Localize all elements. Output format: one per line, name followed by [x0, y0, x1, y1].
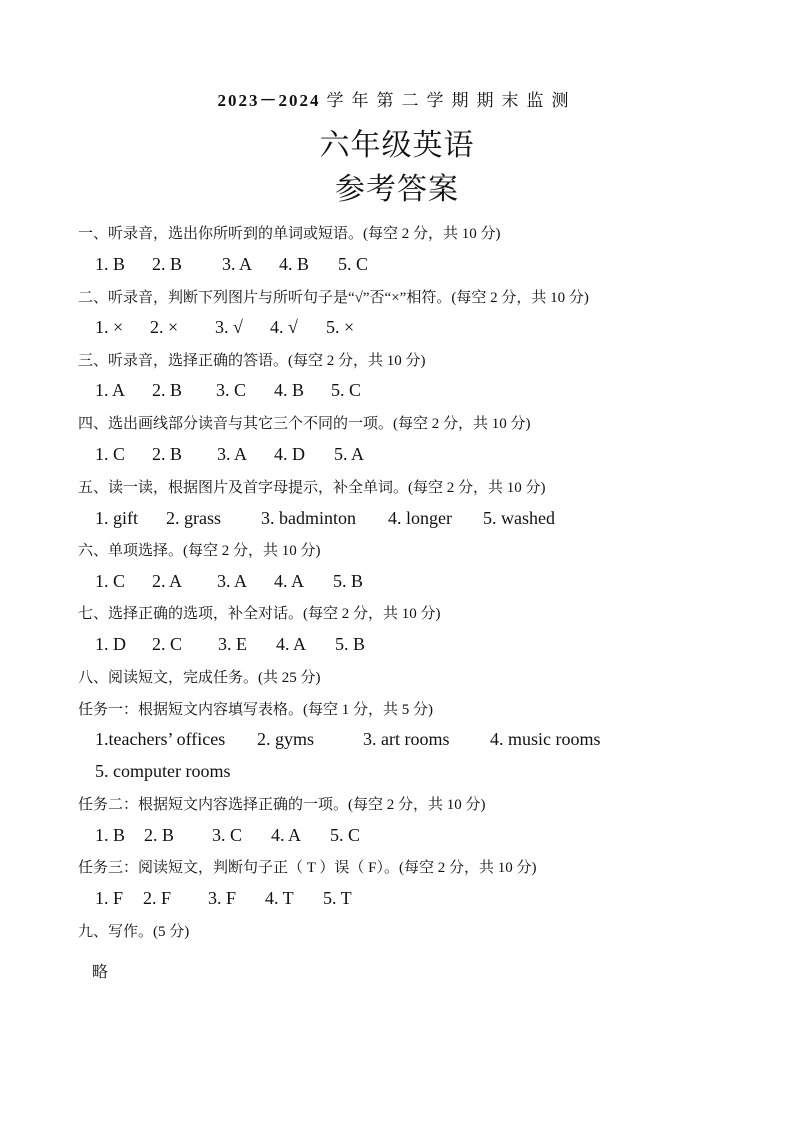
answer-item: 3. A — [217, 444, 248, 464]
answer-item: 5. B — [333, 571, 364, 591]
task-3-heading: 任务三：阅读短文，判断句子正（ T ）误（ F）。(每空 2 分，共 10 分) — [78, 860, 537, 876]
answer-item: 4. B — [279, 254, 310, 274]
answer-item: 1. F — [95, 888, 124, 908]
section-4-answers — [95, 444, 364, 465]
answer-item: 2. B — [152, 380, 183, 400]
section-7-answers — [95, 634, 365, 655]
answer-item: 2. × — [150, 317, 179, 337]
answer-item: 4. √ — [270, 317, 298, 337]
writing-answer: 略 — [92, 964, 109, 981]
school-year: 2023－2024 — [217, 91, 321, 110]
answer-item: 1. C — [95, 444, 126, 464]
answer-item: 3. A — [222, 254, 253, 274]
answer-item: 1.teachers’ offices — [95, 729, 226, 749]
section-4-heading: 四、选出画线部分读音与其它三个不同的一项。(每空 2 分，共 10 分) — [78, 416, 531, 432]
answer-item: 1. C — [95, 571, 126, 591]
task-3-answers — [95, 888, 352, 909]
answer-item: 3. √ — [215, 317, 243, 337]
page-title: 六年级英语 — [319, 129, 475, 162]
section-6-heading: 六、单项选择。(每空 2 分，共 10 分) — [78, 543, 321, 559]
answer-item: 1. × — [95, 317, 124, 337]
task-1-heading: 任务一：根据短文内容填写表格。(每空 1 分，共 5 分) — [78, 702, 433, 718]
answer-item: 5. C — [331, 380, 362, 400]
answer-item: 4. T — [265, 888, 294, 908]
term-label: 学年第二学期期末监测 — [326, 91, 577, 110]
answer-item: 5. A — [334, 444, 365, 464]
section-7-heading: 七、选择正确的选项，补全对话。(每空 2 分，共 10 分) — [78, 606, 441, 622]
answer-item: 2. B — [152, 444, 183, 464]
answer-item: 2. grass — [166, 508, 221, 528]
answer-item: 5. B — [335, 634, 366, 654]
answer-item: 4. A — [271, 825, 302, 845]
answer-item: 4. B — [274, 380, 305, 400]
answer-item: 3. C — [212, 825, 243, 845]
answer-item: 2. B — [144, 825, 175, 845]
answer-item: 5. × — [326, 317, 355, 337]
answer-item: 3. F — [208, 888, 237, 908]
answer-item: 2. A — [152, 571, 183, 591]
section-5-answers — [95, 508, 555, 529]
answer-item: 3. C — [216, 380, 247, 400]
answer-item: 4. D — [274, 444, 305, 464]
answer-item: 1. B — [95, 254, 126, 274]
answer-item: 1. A — [95, 380, 126, 400]
section-8-heading: 八、阅读短文，完成任务。(共 25 分) — [78, 670, 321, 686]
answer-item: 2. gyms — [257, 729, 315, 749]
section-9-heading: 九、写作。(5 分) — [78, 924, 190, 940]
answer-item: 1. B — [95, 825, 126, 845]
answer-item: 2. F — [143, 888, 172, 908]
answer-item: 2. C — [152, 634, 183, 654]
answer-item: 4. A — [274, 571, 305, 591]
section-5-heading: 五、读一读，根据图片及首字母提示，补全单词。(每空 2 分，共 10 分) — [78, 480, 546, 496]
exam-header — [0, 86, 794, 111]
answer-item: 3. A — [217, 571, 248, 591]
answer-item: 5. T — [323, 888, 352, 908]
answer-item: 1. D — [95, 634, 126, 654]
answer-item: 3. badminton — [261, 508, 356, 528]
section-1-heading: 一、听录音，选出你所听到的单词或短语。(每空 2 分，共 10 分) — [78, 226, 501, 242]
page-subtitle: 参考答案 — [335, 173, 459, 206]
section-1-answers — [95, 254, 368, 275]
answer-item: 4. music rooms — [490, 729, 601, 749]
task-1-answers — [95, 729, 601, 750]
answer-item: 3. E — [218, 634, 247, 654]
answer-item: 5. C — [338, 254, 369, 274]
answer-item: 5. C — [330, 825, 361, 845]
task-2-answers — [95, 825, 360, 846]
task-1-answers-continued — [95, 761, 230, 782]
section-3-heading: 三、听录音，选择正确的答语。(每空 2 分，共 10 分) — [78, 353, 426, 369]
section-2-heading: 二、听录音，判断下列图片与所听句子是“√”否“×”相符。(每空 2 分，共 10 分) — [78, 290, 589, 306]
answer-item: 1. gift — [95, 508, 138, 528]
answer-item: 5. computer rooms — [95, 761, 231, 781]
answer-item: 2. B — [152, 254, 183, 274]
section-2-answers — [95, 317, 354, 338]
answer-item: 4. longer — [388, 508, 452, 528]
section-6-answers — [95, 571, 363, 592]
answer-item: 4. A — [276, 634, 307, 654]
answer-item: 3. art rooms — [363, 729, 450, 749]
answer-item: 5. washed — [483, 508, 555, 528]
task-2-heading: 任务二：根据短文内容选择正确的一项。(每空 2 分，共 10 分) — [78, 797, 486, 813]
section-3-answers — [95, 380, 361, 401]
